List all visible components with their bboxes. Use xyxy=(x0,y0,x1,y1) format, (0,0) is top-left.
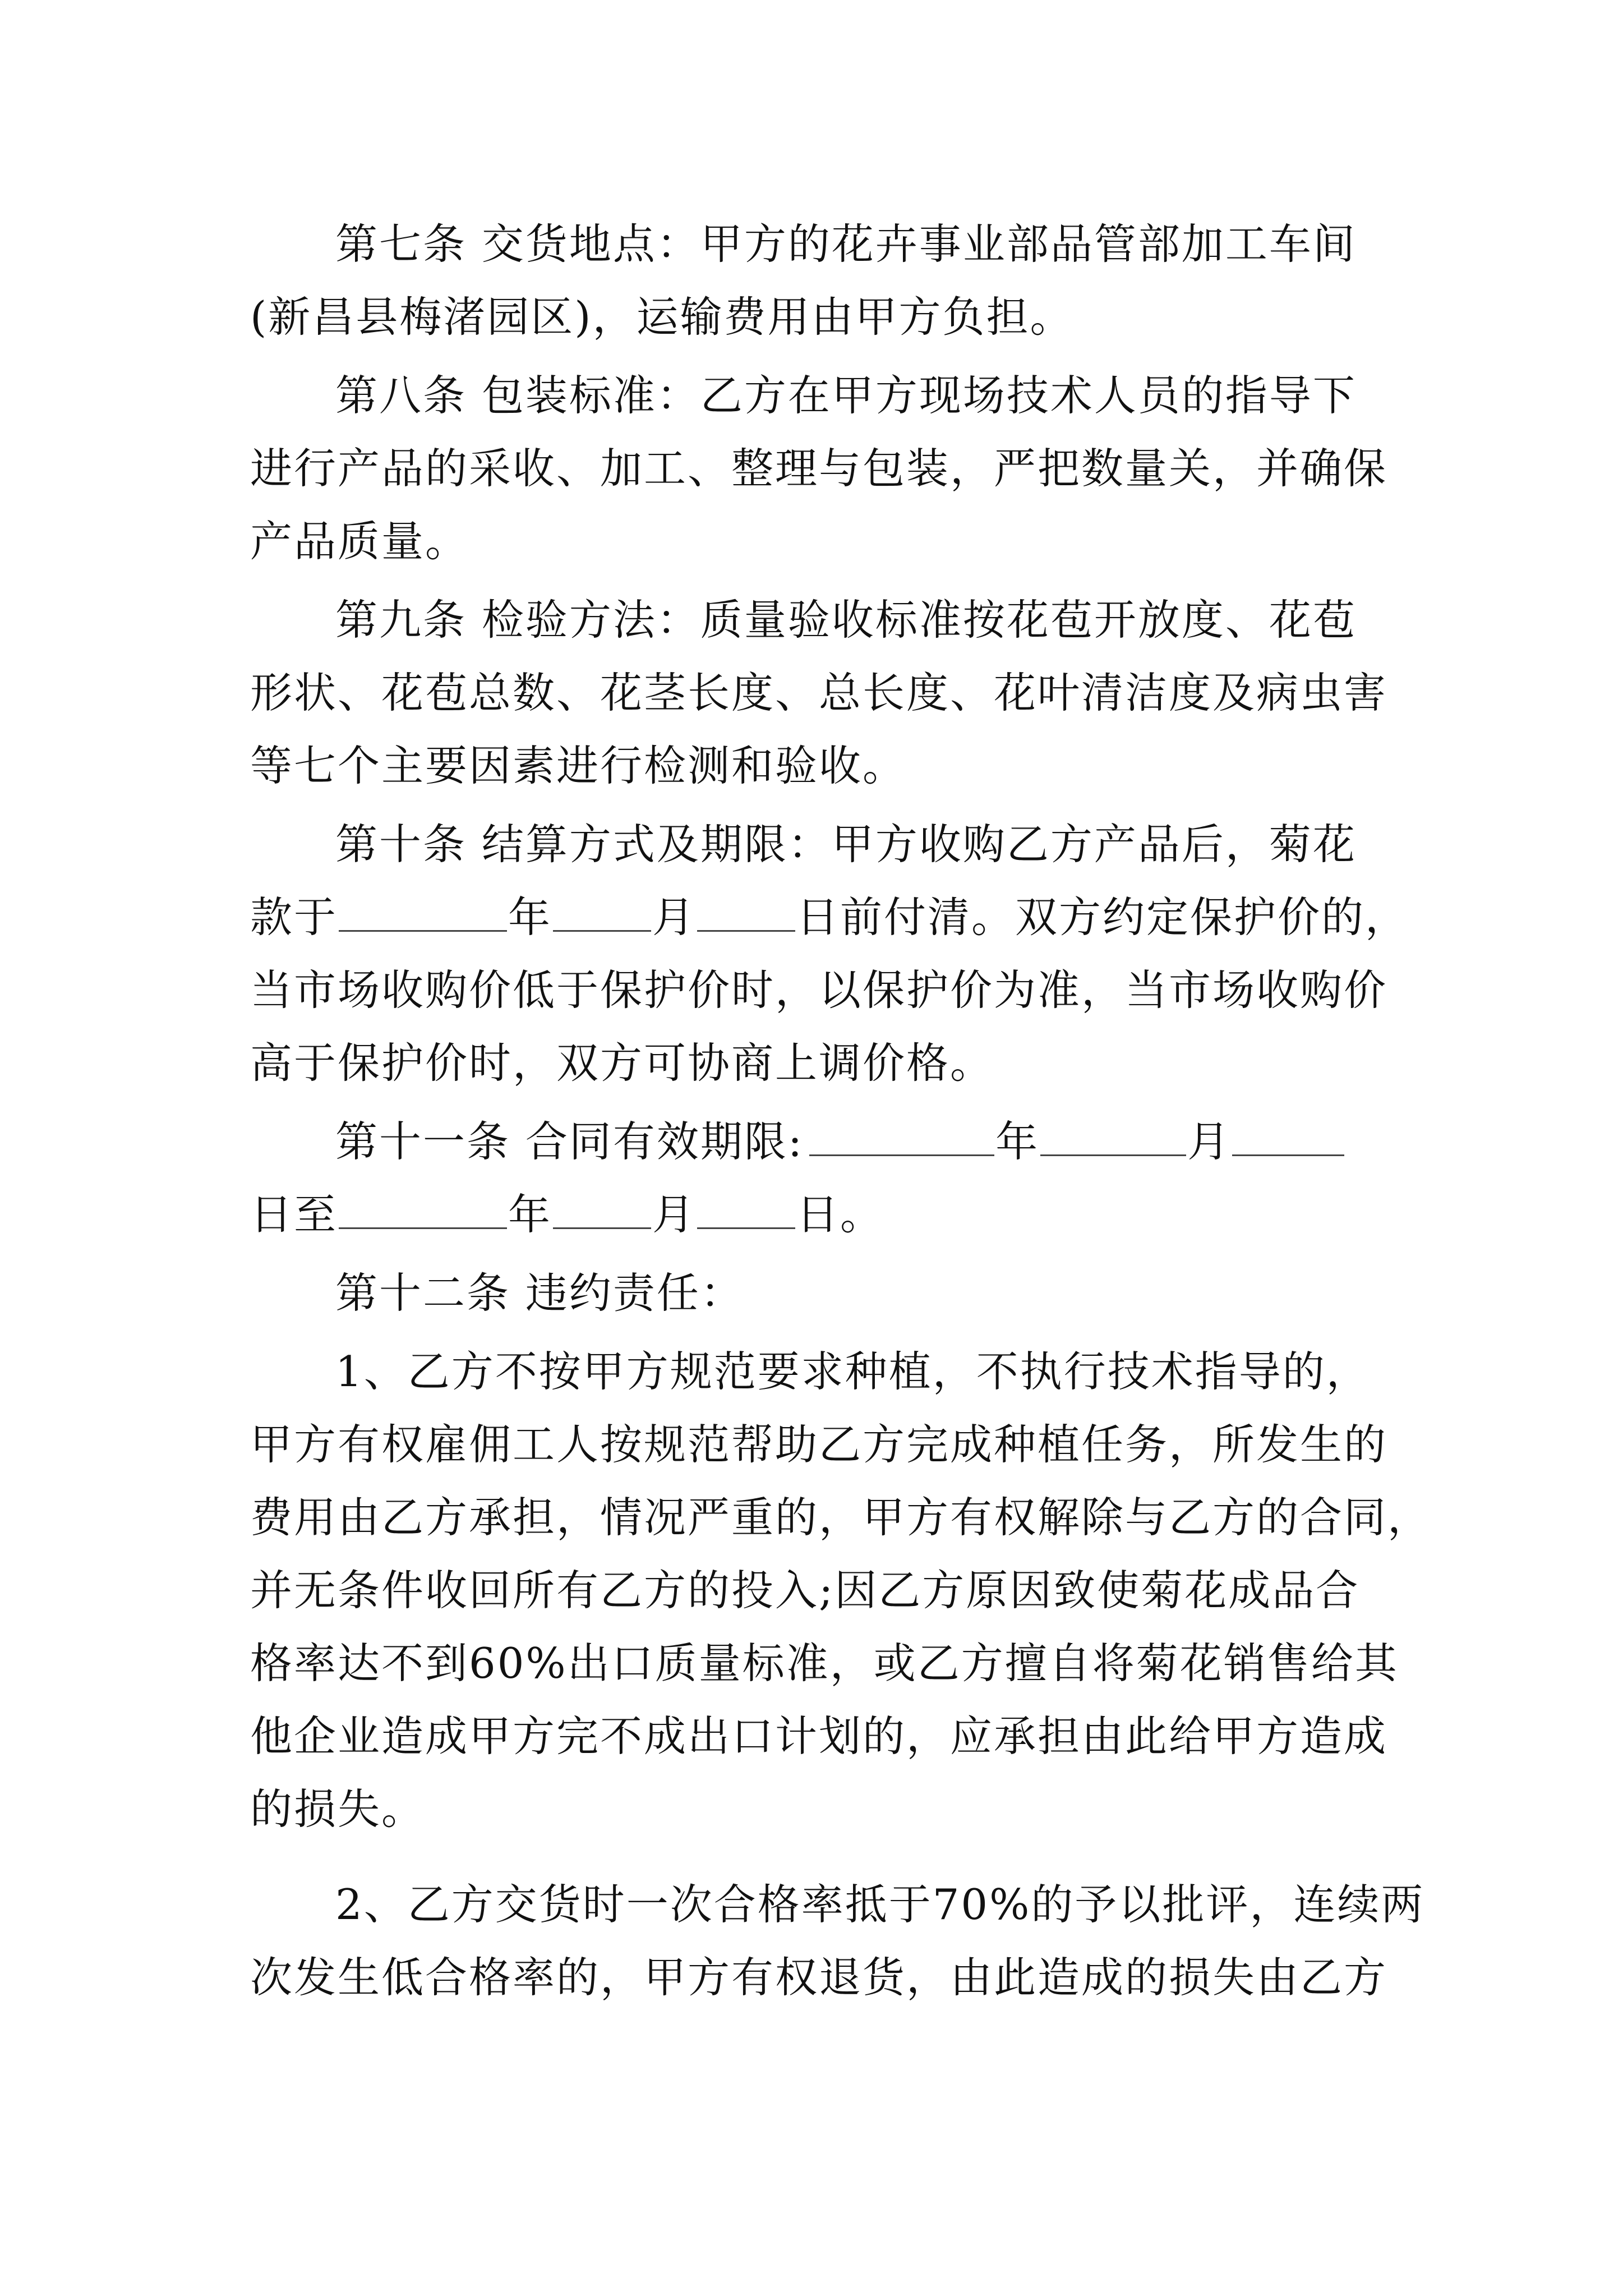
clause-2-line-2: 次发生低合格率的，甲方有权退货，由此造成的损失由乙方 xyxy=(250,1953,1388,2002)
article-7-line-1: 第七条 交货地点：甲方的花卉事业部品管部加工车间 xyxy=(335,219,1357,269)
article-8-line-1: 第八条 包装标准：乙方在甲方现场技术人员的指导下 xyxy=(335,371,1357,420)
validity-start-month-label: 月 xyxy=(1187,1117,1232,1166)
article-9-line-3: 等七个主要因素进行检测和验收。 xyxy=(250,741,907,790)
validity-prefix: 第十一条 合同有效期限: xyxy=(335,1117,804,1166)
validity-start-year-blank[interactable] xyxy=(809,1115,994,1156)
article-11-line-2 xyxy=(250,1186,884,1243)
settlement-month-blank[interactable] xyxy=(553,891,651,932)
validity-end-month-blank[interactable] xyxy=(553,1188,651,1229)
article-7-line-2: (新昌县梅渚园区)，运输费用由甲方负担。 xyxy=(250,292,1074,342)
settlement-month-label: 月 xyxy=(652,892,697,942)
validity-start-month-blank[interactable] xyxy=(1040,1115,1186,1156)
clause-1-line-6: 他企业造成甲方完不成出口计划的，应承担由此给甲方造成 xyxy=(250,1711,1388,1761)
settlement-day-blank[interactable] xyxy=(697,891,795,932)
article-10-line-4: 高于保护价时，双方可协商上调价格。 xyxy=(250,1038,994,1088)
article-9-line-1: 第九条 检验方法：质量验收标准按花苞开放度、花苞 xyxy=(335,595,1357,645)
clause-1-line-7: 的损失。 xyxy=(250,1784,426,1834)
article-10-line-3: 当市场收购价低于保护价时，以保护价为准，当市场收购价 xyxy=(250,965,1388,1015)
settlement-suffix: 日前付清。双方约定保护价的， xyxy=(796,892,1409,942)
validity-start-day-blank[interactable] xyxy=(1232,1115,1344,1156)
clause-1-line-5: 格率达不到60%出口质量标准，或乙方擅自将菊花销售给其 xyxy=(250,1639,1399,1688)
settlement-year-blank[interactable] xyxy=(339,891,507,932)
validity-start-year-label: 年 xyxy=(995,1117,1040,1166)
validity-end-month-label: 月 xyxy=(652,1190,697,1239)
article-12-heading: 第十二条 违约责任： xyxy=(335,1268,744,1318)
validity-end-year-label: 年 xyxy=(508,1190,552,1239)
settlement-year-label: 年 xyxy=(508,892,552,942)
article-9-line-2: 形状、花苞总数、花茎长度、总长度、花叶清洁度及病虫害 xyxy=(250,668,1388,717)
article-8-line-3: 产品质量。 xyxy=(250,517,469,566)
article-11-line-1 xyxy=(335,1114,1345,1170)
clause-1-line-2: 甲方有权雇佣工人按规范帮助乙方完成种植任务，所发生的 xyxy=(250,1420,1388,1469)
article-10-line-2 xyxy=(250,889,1409,945)
validity-end-label: 日。 xyxy=(796,1190,884,1239)
article-10-line-1: 第十条 结算方式及期限：甲方收购乙方产品后，菊花 xyxy=(335,820,1357,869)
clause-1-line-3: 费用由乙方承担，情况严重的，甲方有权解除与乙方的合同， xyxy=(250,1493,1432,1542)
article-8-line-2: 进行产品的采收、加工、整理与包装，严把数量关，并确保 xyxy=(250,444,1388,493)
settlement-prefix: 款于 xyxy=(250,892,338,942)
clause-1-line-1: 1、乙方不按甲方规范要求种植，不执行技术指导的， xyxy=(335,1347,1370,1396)
clause-1-line-4: 并无条件收回所有乙方的投入;因乙方原因致使菊花成品合 xyxy=(250,1566,1360,1615)
validity-end-day-blank[interactable] xyxy=(697,1188,795,1229)
validity-to-label: 日至 xyxy=(250,1190,338,1239)
clause-2-line-1: 2、乙方交货时一次合格率抵于70%的予以批评，连续两 xyxy=(335,1880,1425,1929)
validity-end-year-blank[interactable] xyxy=(339,1188,507,1229)
